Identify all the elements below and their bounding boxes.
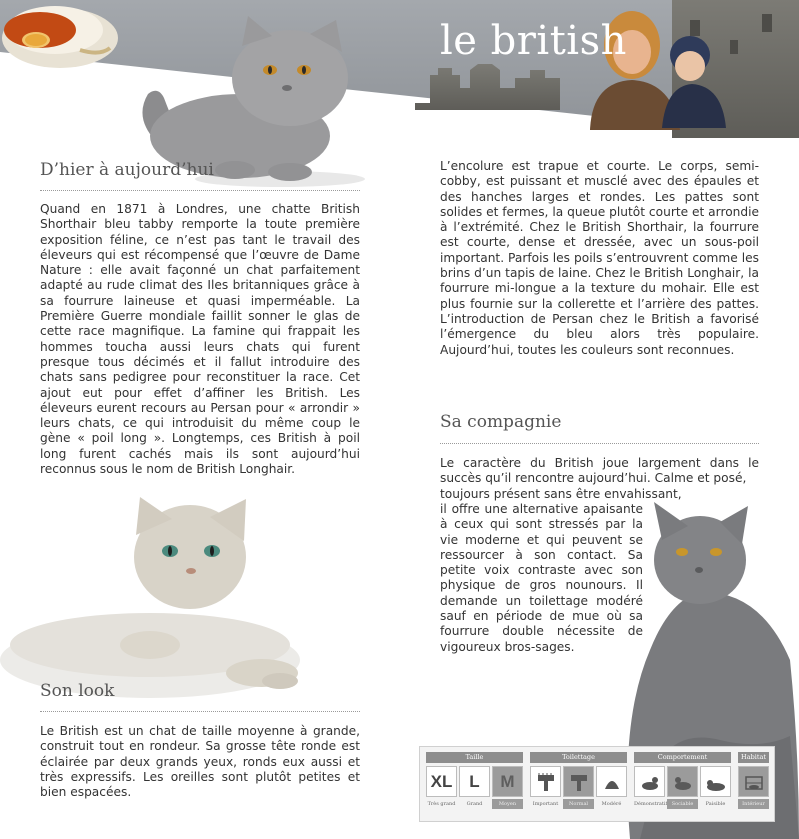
section-heading-company: Sa compagnie: [440, 412, 562, 432]
look-paragraph: Le British est un chat de taille moyenne à grande, construit tout en rondeur. Sa grosse tête ronde est éclairée par deux grands yeux, ronds eux aussi et très expressifs. Les oreilles sont plutôt petites et bien espacées.: [40, 724, 360, 800]
page-title: le british: [440, 18, 627, 64]
company-line: succès qu’il rencontre aujourd’hui. Calme et posé,: [440, 471, 747, 486]
body-paragraph: L’encolure est trapue et courte. Le corps, semi-cobby, est puissant et musclé avec des épaules et des hanches larges et rondes. Les pattes sont solides et fermes, la queue plutôt courte et arrondie à l’extrémité. Chez le British Shorthair, la fourrure est courte, dense et dressée, avec un sous-poil important. Parfois les poils s’entrouvrent comme les brins d’un tapis de laine. Chez le British Longhair, la fourrure mi-longue a la texture du mohair. Elle est plus fournie sur la collerette et l’arrière des pattes. L’introduction de Persan chez le British a favorisé l’émergence du bleu alors très populaire. Aujourd’hui, toutes les couleurs sont reconnues.: [440, 159, 759, 357]
cell-caption: Paisible: [705, 801, 726, 807]
behavior-peaceful-cell: [700, 766, 731, 797]
behavior-group: [634, 752, 731, 809]
size-label: XL: [430, 771, 453, 791]
cell-caption: Grand: [466, 801, 483, 807]
heading-divider: [40, 190, 360, 191]
section-heading-look: Son look: [40, 681, 115, 701]
cell-caption: Démonstratif: [634, 801, 668, 807]
grooming-brush-icon: [535, 771, 557, 793]
cell-caption: Modéré: [601, 801, 622, 807]
habitat-indoor-cell: [738, 766, 769, 797]
behavior-demonstrative-cell: [634, 766, 665, 797]
cat-behavior-icon: [672, 771, 694, 793]
grooming-brush-icon: [568, 771, 590, 793]
grooming-brush-icon: [601, 771, 623, 793]
company-paragraph: il offre une alternative apaisante à ceux qui sont stressés par la vie moderne et qui peuvent se ressourcer à son contact. Sa petite voix contraste avec son physique de gros nounours. Il demande un toilettage modéré sauf en période de mue où sa fourrure double nécessite de vigoureux bros-sages.: [440, 502, 643, 654]
company-line: toujours présent sans être envahissant,: [440, 486, 682, 501]
banner-background: [0, 0, 799, 150]
habitat-group: [738, 752, 769, 809]
group-title: Taille: [426, 752, 523, 763]
company-line: Le caractère du British joue largement dans le: [440, 456, 759, 470]
grooming-important-cell: [530, 766, 561, 797]
history-paragraph: Quand en 1871 à Londres, une chatte British Shorthair bleu tabby remporte la toute première exposition féline, ce n’est pas tant le travail des éleveurs qui est récompensé que l’œuvre de Dame Nature : elle avait façonné un chat parfaitement adapté au rude climat des Iles britanniques grâce à sa fourrure laineuse et quasi imperméable. La Première Guerre mondiale faillit sonner le glas de cette race magnifique. La famine qui frappait les hommes toucha aussi leurs chats qui furent presque tous décimés et il fallut introduire des chats sans pedigree pour reconstituer la race. Cet ajout eut pour effet d’affiner les British. Les éleveurs eurent recours au Persan pour « arrondir » leurs chats, ce qui introduisit du même coup le gène « poil long ». Longtemps, ces British à poil long furent cachés mais ils sont aujourd’hui reconnus sous le nom de British Longhair.: [40, 202, 360, 477]
silver-tabby-british-photo: [0, 495, 308, 705]
size-m-cell: [492, 766, 523, 797]
cell-caption: Sociable: [667, 799, 698, 809]
size-label: M: [500, 771, 515, 791]
company-paragraph-intro: [440, 456, 759, 502]
habitat-icon: [743, 771, 765, 793]
cell-caption: Intérieur: [738, 799, 769, 809]
cell-caption: Important: [532, 801, 559, 807]
grooming-group: [530, 752, 627, 809]
breed-info-panel: [419, 746, 775, 822]
grooming-normal-cell: [563, 766, 594, 797]
header-banner: [0, 0, 799, 150]
size-l-cell: [459, 766, 490, 797]
size-label: L: [469, 771, 480, 791]
cat-behavior-icon: [705, 771, 727, 793]
cell-caption: Moyen: [492, 799, 523, 809]
cat-behavior-icon: [639, 771, 661, 793]
heading-divider: [40, 711, 360, 712]
group-title: Comportement: [634, 752, 731, 763]
grooming-moderate-cell: [596, 766, 627, 797]
group-title: Toilettage: [530, 752, 627, 763]
heading-divider: [440, 443, 759, 444]
group-title: Habitat: [738, 752, 769, 763]
size-group: [426, 752, 523, 809]
cell-caption: Normal: [563, 799, 594, 809]
size-xl-cell: [426, 766, 457, 797]
section-heading-history: D’hier à aujourd’hui: [40, 160, 214, 180]
cell-caption: Très grand: [427, 801, 456, 807]
behavior-sociable-cell: [667, 766, 698, 797]
